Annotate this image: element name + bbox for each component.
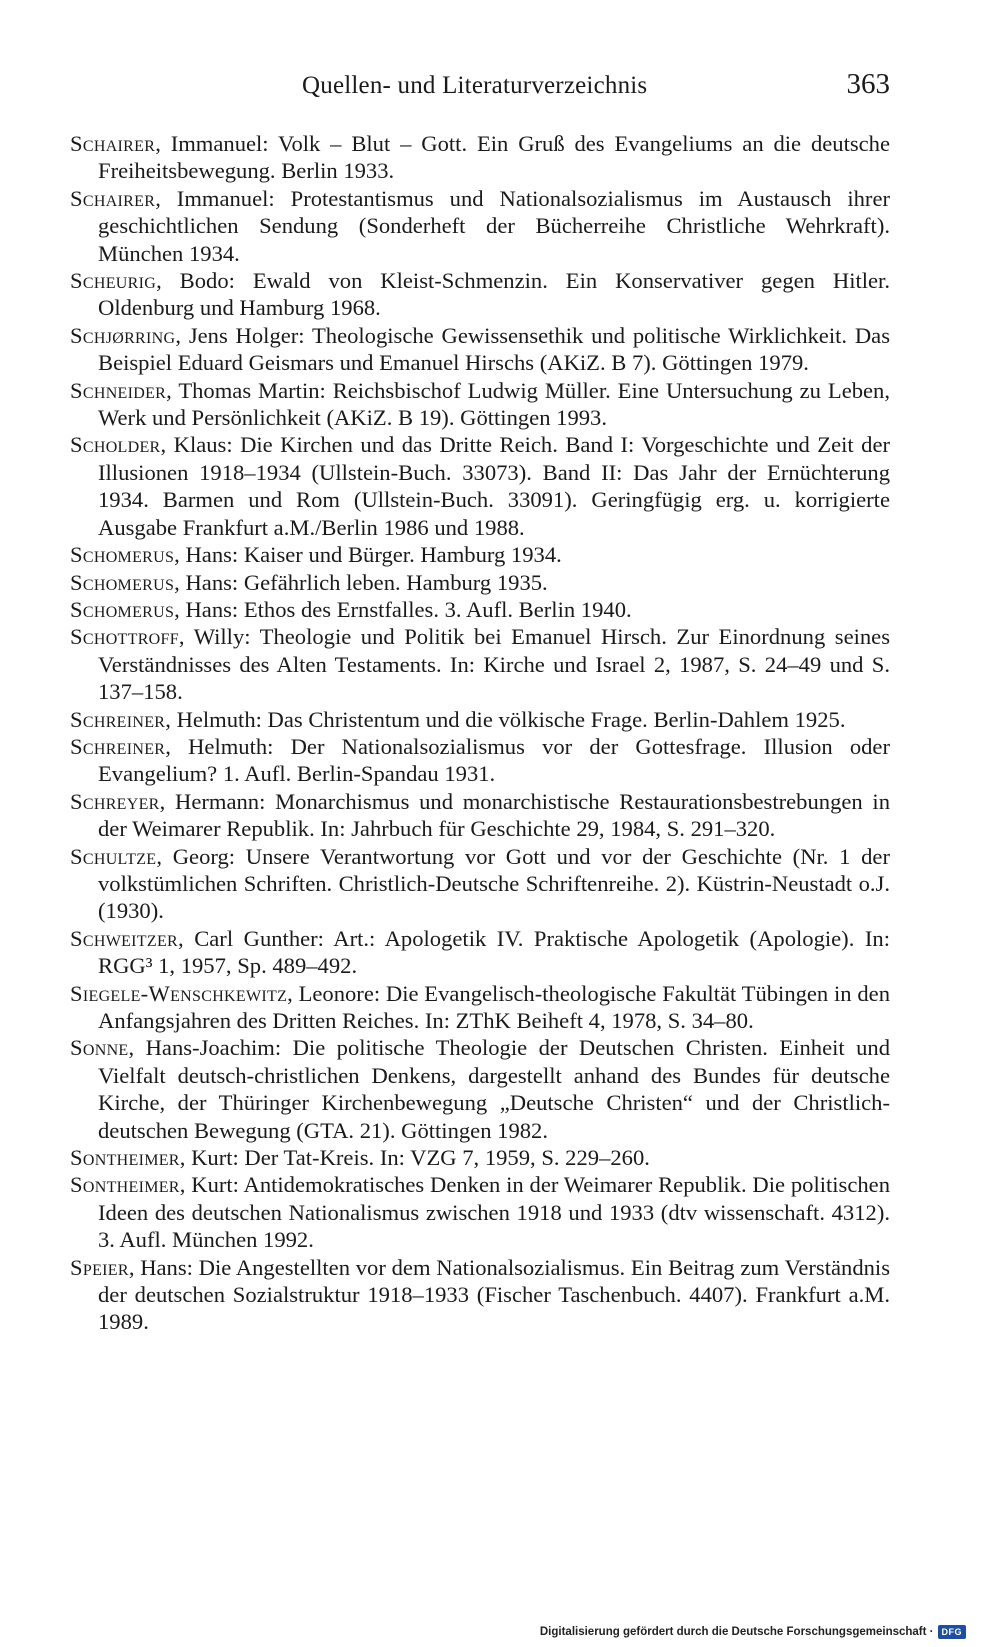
entry-text: , Leonore: Die Evangelisch-theologische Fakultät Tübingen in den Anfangsjahren des Dritten Reiches. In: ZThK Beiheft 4, 1978, S. 34–80.	[98, 980, 890, 1033]
entry-author: Schjørring	[70, 322, 176, 348]
entry-text: , Helmuth: Der Nationalsozialismus vor der Gottesfrage. Illusion oder Evangelium? 1. Aufl. Berlin-Spandau 1931.	[98, 733, 890, 787]
entry-author: Siegele-Wenschkewitz	[70, 980, 288, 1006]
bibliography-entry	[70, 1144, 890, 1171]
entry-text: , Bodo: Ewald von Kleist-Schmenzin. Ein Konservativer gegen Hitler. Oldenburg und Hamburg 1968.	[98, 268, 890, 321]
bibliography-entry	[70, 1171, 890, 1253]
entry-text: , Georg: Unsere Verantwortung vor Gott und vor der Geschichte (Nr. 1 der volkstümlichen Schriften. Christlich-Deutsche Schriftenreihe. 2). Küstrin-Neustadt o.J. (1930).	[98, 843, 890, 924]
digitization-credit	[540, 1621, 966, 1643]
entry-author: Speier	[70, 1254, 129, 1280]
entry-author: Schairer	[70, 131, 156, 156]
bibliography-entry	[70, 1034, 890, 1144]
bibliography-entry	[70, 843, 890, 925]
entry-author: Schomerus	[70, 542, 175, 568]
entry-author: Schreyer	[70, 788, 160, 814]
running-head	[70, 66, 890, 106]
bibliography-entry	[70, 980, 890, 1035]
entry-author: Schairer	[70, 185, 156, 211]
bibliography-entry	[70, 623, 890, 705]
entry-text: , Immanuel: Protestantismus und Nationalsozialismus im Austausch ihrer geschichtlichen Sendung (Sonderheft der Bücherreihe Christliche Wehrkraft). München 1934.	[98, 185, 890, 266]
entry-author: Sonne	[70, 1035, 129, 1061]
bibliography-entry	[70, 322, 890, 377]
bibliography-entry	[70, 569, 890, 596]
bibliography-entry	[70, 431, 890, 541]
bibliography-entry	[70, 130, 890, 185]
entry-author: Schomerus	[70, 596, 175, 622]
entry-author: Schultze	[70, 843, 157, 869]
bibliography-entry	[70, 596, 890, 623]
entry-text: , Helmuth: Das Christentum und die völkische Frage. Berlin-Dahlem 1925.	[165, 706, 846, 732]
entry-text: , Hans: Die Angestellten vor dem Nationalsozialismus. Ein Beitrag zum Verständnis der deutschen Sozialstruktur 1918–1933 (Fischer Taschenbuch. 4407). Frankfurt a.M. 1989.	[98, 1254, 890, 1335]
bibliography-entry	[70, 1254, 890, 1336]
bibliography-entry	[70, 733, 890, 788]
entry-text: , Immanuel: Volk – Blut – Gott. Ein Gruß des Evangeliums an die deutsche Freiheitsbewegung. Berlin 1933.	[98, 131, 890, 184]
entry-author: Schneider	[70, 377, 167, 403]
dfg-logo: DFG	[938, 1625, 967, 1639]
bibliography-entry	[70, 541, 890, 568]
entry-text: , Hans: Gefährlich leben. Hamburg 1935.	[174, 569, 548, 595]
entry-author: Scheurig	[70, 268, 157, 294]
bibliography-list	[70, 130, 890, 1336]
entry-text: , Thomas Martin: Reichsbischof Ludwig Müller. Eine Untersuchung zu Leben, Werk und Persönlichkeit (AKiZ. B 19). Göttingen 1993.	[98, 377, 890, 431]
entry-text: , Hans: Ethos des Ernstfalles. 3. Aufl. Berlin 1940.	[174, 596, 632, 622]
entry-text: , Kurt: Antidemokratisches Denken in der Weimarer Republik. Die politischen Ideen des deutschen Nationalismus zwischen 1918 und 1933 (dtv wissenschaft. 4312). 3. Aufl. München 1992.	[98, 1172, 890, 1253]
entry-text: , Willy: Theologie und Politik bei Emanuel Hirsch. Zur Einordnung seines Verständnisses des Alten Testaments. In: Kirche und Israel 2, 1987, S. 24–49 und S. 137–158.	[98, 624, 890, 705]
bibliography-entry	[70, 267, 890, 322]
bibliography-entry	[70, 925, 890, 980]
entry-author: Schreiner	[70, 733, 166, 759]
entry-text: , Carl Gunther: Art.: Apologetik IV. Praktische Apologetik (Apologie). In: RGG³ 1, 1957, Sp. 489–492.	[98, 925, 890, 979]
entry-author: Schomerus	[70, 569, 175, 595]
entry-author: Scholder	[70, 432, 161, 458]
bibliography-entry	[70, 788, 890, 843]
entry-author: Sontheimer	[70, 1172, 180, 1198]
running-title: Quellen- und Literaturverzeichnis	[302, 72, 648, 99]
entry-text: , Kurt: Der Tat-Kreis. In: VZG 7, 1959, S. 229–260.	[179, 1145, 650, 1171]
entry-author: Schreiner	[70, 706, 166, 732]
entry-author: Sontheimer	[70, 1145, 180, 1171]
entry-text: , Klaus: Die Kirchen und das Dritte Reich. Band I: Vorgeschichte und Zeit der Illusionen 1918–1934 (Ullstein-Buch. 33073). Band II: Das Jahr der Ernüchterung 1934. Barmen und Rom (Ullstein-Buch. 33091). Geringfügig erg. u. korrigierte Ausgabe Frankfurt a.M./Berlin 1986 und 1988.	[98, 432, 890, 540]
page-number: 363	[846, 68, 890, 100]
entry-text: , Hans: Kaiser und Bürger. Hamburg 1934.	[174, 542, 562, 568]
bibliography-entry	[70, 706, 890, 733]
bibliography-entry	[70, 377, 890, 432]
credit-text: Digitalisierung gefördert durch die Deutsche Forschungsgemeinschaft ·	[539, 1626, 934, 1638]
entry-author: Schweitzer	[70, 925, 178, 951]
entry-author: Schottroff	[70, 624, 179, 650]
entry-text: , Hermann: Monarchismus und monarchistische Restaurationsbestrebungen in der Weimarer Republik. In: Jahrbuch für Geschichte 29, 1984, S. 291–320.	[98, 788, 890, 842]
bibliography-entry	[70, 185, 890, 267]
entry-text: , Hans-Joachim: Die politische Theologie der Deutschen Christen. Einheit und Vielfalt deutsch-christlichen Denkens, dargestellt anhand des Bundes für deutsche Kirche, der Thüringer Kirchenbewegung „Deutsche Christen“ und der Christlich-deutschen Bewegung (GTA. 21). Göttingen 1982.	[98, 1035, 890, 1143]
entry-text: , Jens Holger: Theologische Gewissensethik und politische Wirklichkeit. Das Beispiel Eduard Geismars und Emanuel Hirschs (AKiZ. B 7). Göttingen 1979.	[98, 322, 890, 376]
